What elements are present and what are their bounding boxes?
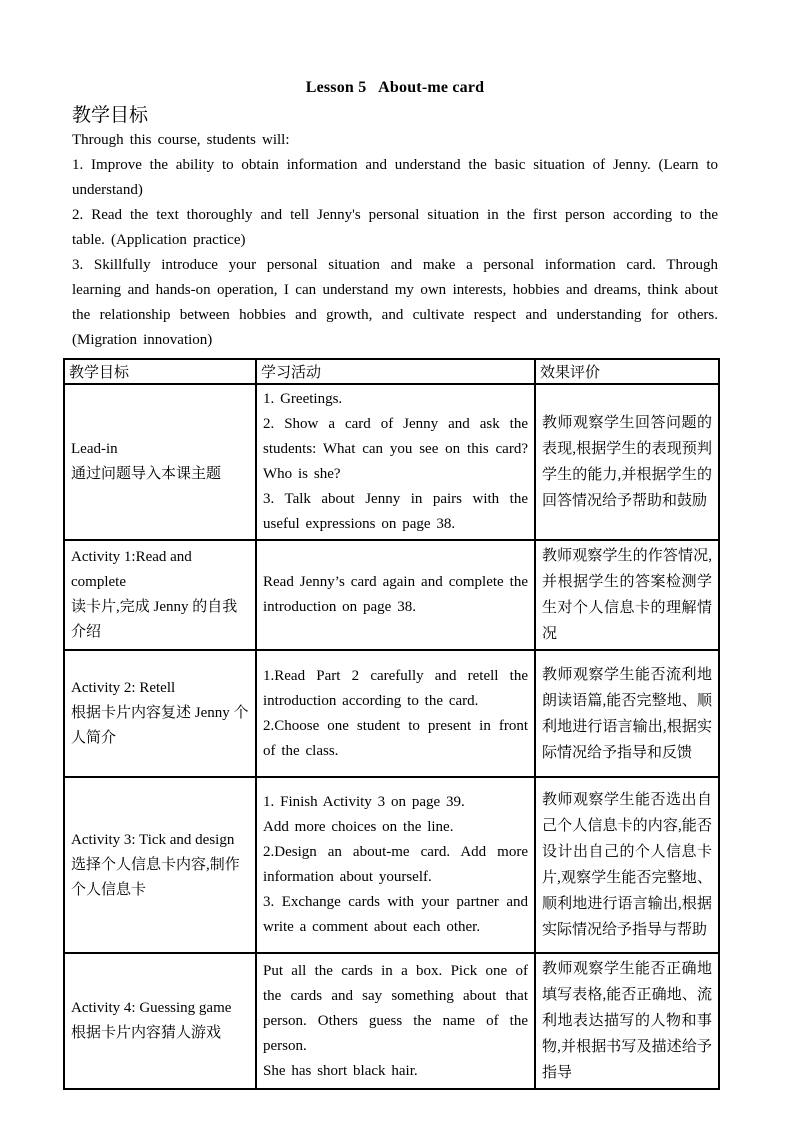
- table-header-row: [64, 359, 719, 384]
- activity-step: 2.Design an about-me card. Add more information about yourself.: [263, 844, 528, 885]
- goal-title: Lead-in: [71, 441, 118, 457]
- activity-cell: [256, 650, 535, 777]
- lesson-plan-table: [63, 358, 720, 1090]
- evaluation-text: 教师观察学生回答问题的表现,根据学生的表现预判学生的能力,并根据学生的回答情况给予帮助和鼓励: [542, 415, 712, 509]
- goal-desc: 根据卡片内容复述 Jenny 个人简介: [71, 705, 249, 746]
- activity-step: 3. Exchange cards with your partner and write a comment about each other.: [263, 894, 528, 935]
- activity-cell: [256, 540, 535, 650]
- table-row-activity-3: [64, 777, 719, 953]
- evaluation-cell: [535, 777, 719, 953]
- activity-step: 2.Choose one student to present in front of the class.: [263, 717, 528, 759]
- goal-desc: 通过问题导入本课主题: [71, 466, 222, 482]
- evaluation-cell: [535, 384, 719, 540]
- teaching-objectives-heading: 教学目标: [72, 105, 149, 126]
- goal-cell: [64, 777, 256, 953]
- activity-step: Add more choices on the line.: [263, 819, 454, 835]
- activity-cell: [256, 384, 535, 540]
- evaluation-text: 教师观察学生能否正确地填写表格,能否正确地、流利地表达描写的人物和事物,并根据书写及描述给予指导: [542, 961, 712, 1081]
- col-header-teaching-goal: 教学目标: [64, 359, 256, 384]
- activity-step: Read Jenny’s card again and complete the introduction on page 38.: [263, 574, 528, 615]
- col-header-learning-activity: 学习活动: [256, 359, 535, 384]
- evaluation-text: 教师观察学生能否流利地朗读语篇,能否完整地、顺利地进行语言输出,根据实际情况给予指导和反馈: [542, 666, 712, 761]
- activity-cell: [256, 777, 535, 953]
- goal-cell: [64, 384, 256, 540]
- table-row-activity-2: [64, 650, 719, 777]
- activity-step: She has short black hair.: [263, 1062, 418, 1079]
- goal-title: Activity 2: Retell: [71, 680, 176, 696]
- evaluation-cell: [535, 540, 719, 650]
- table-row-activity-4: [64, 953, 719, 1089]
- goal-desc: 读卡片,完成 Jenny 的自我介绍: [71, 599, 238, 640]
- evaluation-cell: [535, 650, 719, 777]
- lesson-title: Lesson 5 About-me card: [305, 79, 485, 96]
- goal-title: Activity 4: Guessing game: [71, 1000, 232, 1016]
- evaluation-text: 教师观察学生能否选出自己个人信息卡的内容,能否设计出自己的个人信息卡片,观察学生能否完整地、顺利地进行语言输出,根据实际情况给予指导与帮助: [542, 792, 712, 938]
- goal-cell: [64, 540, 256, 650]
- objective-item-1: 1. Improve the ability to obtain information and understand the basic situation of Jenny. (Learn to understand): [72, 157, 718, 198]
- activity-step: 1. Greetings.: [263, 391, 343, 407]
- activity-step: Put all the cards in a box. Pick one of the cards and say something about that person. Others guess the name of the person.: [263, 962, 528, 1054]
- goal-desc: 根据卡片内容猜人游戏: [71, 1025, 222, 1041]
- goal-title: Activity 3: Tick and design: [71, 831, 235, 848]
- activity-cell: [256, 953, 535, 1089]
- activity-step: 2. Show a card of Jenny and ask the students: What can you see on this card? Who is she?: [263, 416, 528, 482]
- table-row-lead-in: [64, 384, 719, 540]
- activity-step: 1.Read Part 2 carefully and retell the introduction according to the card.: [263, 667, 528, 709]
- evaluation-cell: [535, 953, 719, 1089]
- activity-step: 3. Talk about Jenny in pairs with the useful expressions on page 38.: [263, 491, 528, 532]
- col-header-effect-evaluation: 效果评价: [535, 359, 719, 384]
- objectives-intro: Through this course, students will:: [72, 132, 290, 148]
- goal-desc: 选择个人信息卡内容,制作个人信息卡: [71, 856, 240, 898]
- table-row-activity-1: [64, 540, 719, 650]
- objective-item-3: 3. Skillfully introduce your personal situation and make a personal information card. Through learning and hands-on operation, I can understand my own interests, hobbies and dreams, think about the relationship between hobbies and growth, and cultivate respect and understanding for others. (Migration innovation): [72, 257, 718, 348]
- objective-item-2: 2. Read the text thoroughly and tell Jenny's personal situation in the first person according to the table. (Application practice): [72, 207, 718, 248]
- goal-cell: [64, 650, 256, 777]
- activity-step: 1. Finish Activity 3 on page 39.: [263, 794, 465, 810]
- evaluation-text: 教师观察学生的作答情况,并根据学生的答案检测学生对个人信息卡的理解情况: [542, 548, 712, 642]
- goal-cell: [64, 953, 256, 1089]
- goal-title: Activity 1:Read and complete: [71, 549, 192, 590]
